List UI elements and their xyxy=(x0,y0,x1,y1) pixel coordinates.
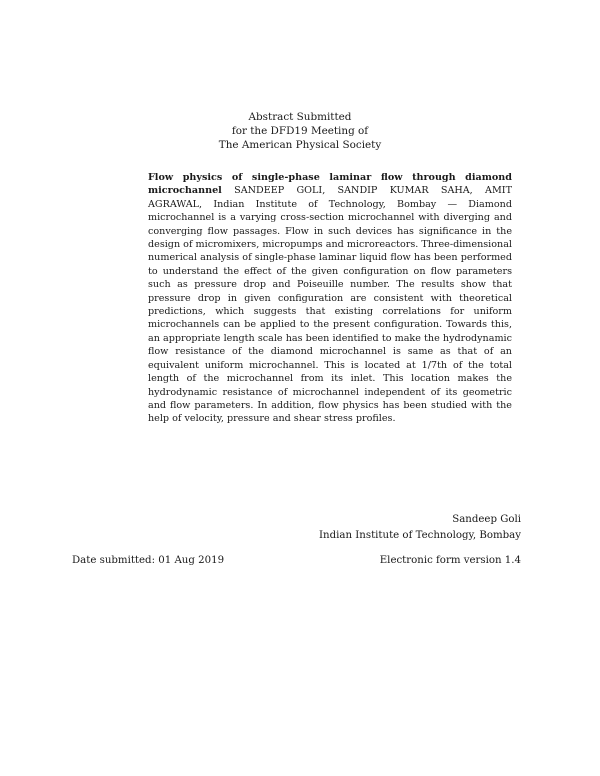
header-line-abstract-submitted: Abstract Submitted xyxy=(248,111,352,123)
submission-header xyxy=(0,110,600,152)
signature-block xyxy=(319,512,521,544)
header-line-meeting: for the DFD19 Meeting of xyxy=(231,125,369,137)
form-version: Electronic form version 1.4 xyxy=(379,555,521,566)
header-line-society: The American Physical Society xyxy=(218,139,382,151)
date-submitted: Date submitted: 01 Aug 2019 xyxy=(72,555,225,566)
abstract-affiliation: Indian Institute of Technology, Bombay xyxy=(213,198,437,210)
abstract-authors: SANDEEP GOLI, SANDIP KUMAR SAHA, AMIT AGRAWAL, xyxy=(148,185,512,210)
abstract-body: Diamond microchannel is a varying cross-section microchannel with diverging and converging flow passages. Flow in such devices has significance in the design of micromixers, micropumps and microreactors. Three-dimensional numerical analysis of single-phase laminar liquid flow has been performed to understand the effect of the given configuration on flow parameters such as pressure drop and Poiseuille number. The results show that pressure drop in given configuration are consistent with theoretical predictions, which suggests that existing correlations for uniform microchannels can be applied to the present configuration. Towards this, an appropriate length scale has been identified to make the hydrodynamic flow resistance of the diamond microchannel is same as that of an equivalent uniform microchannel. This is located at 1/7th of the total length of the microchannel from its inlet. This location makes the hydrodynamic resistance of microchannel independent of its geometric and flow parameters. In addition, flow physics has been studied with the help of velocity, pressure and shear stress profiles. xyxy=(148,198,512,425)
abstract-title: Flow physics of single-phase laminar flow through diamond microchannel xyxy=(148,172,512,197)
signature-institution: Indian Institute of Technology, Bombay xyxy=(319,530,521,541)
signature-name: Sandeep Goli xyxy=(452,514,521,525)
abstract-block xyxy=(148,171,512,426)
abstract-separator: — xyxy=(447,198,458,210)
